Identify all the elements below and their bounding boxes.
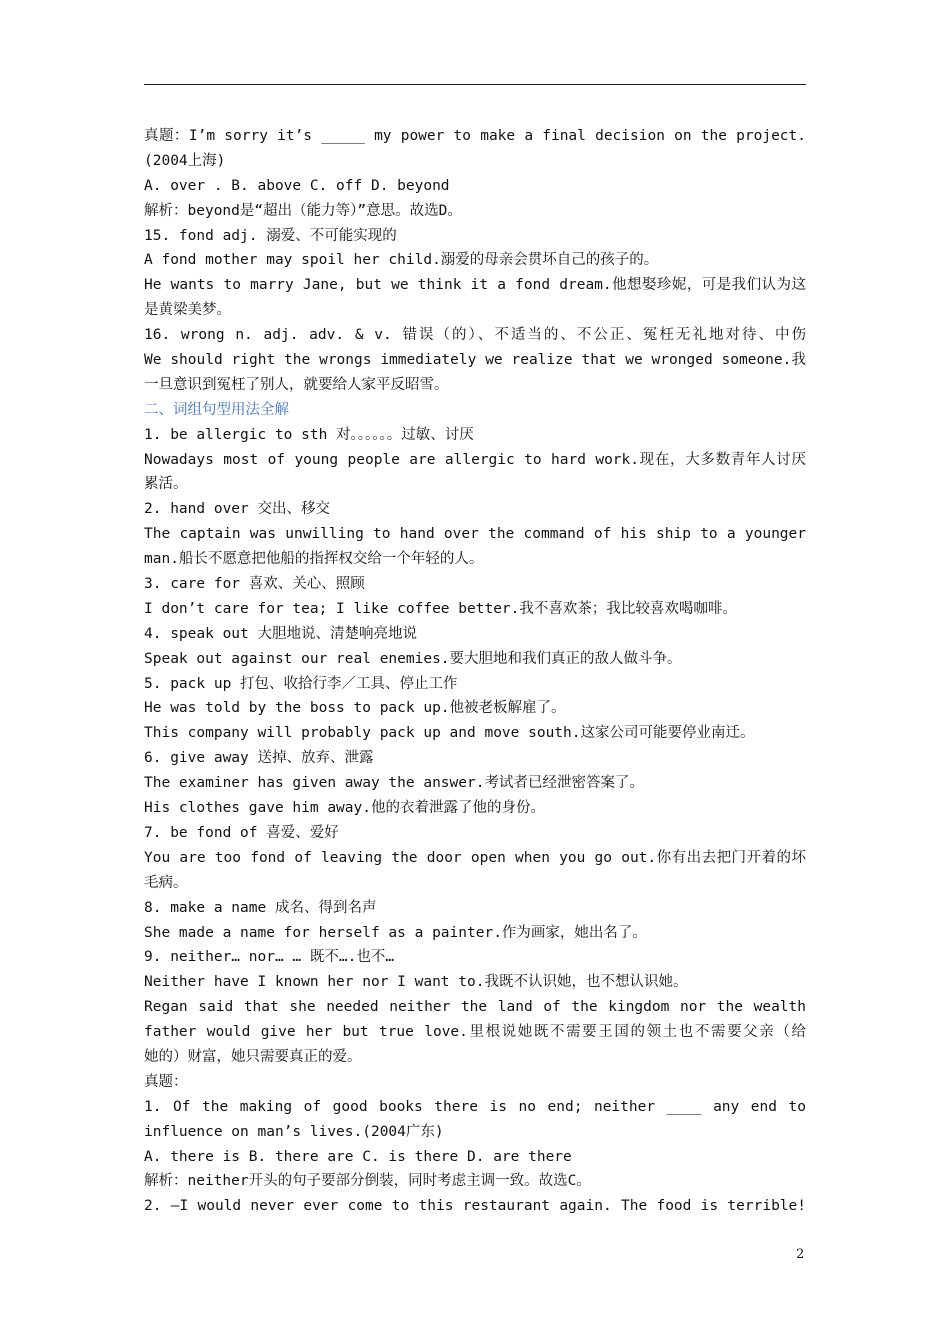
text-line: A. there is B. there are C. is there D. are there bbox=[144, 1148, 572, 1165]
text-line: man.船长不愿意把他船的指挥权交给一个年轻的人。 bbox=[144, 551, 484, 568]
text-line: 2. —I would never ever come to this restaurant again. The food is terrible! bbox=[144, 1198, 806, 1215]
text-line: 2. hand over 交出、移交 bbox=[144, 501, 330, 518]
text-line: 3. care for 喜欢、关心、照顾 bbox=[144, 576, 365, 593]
text-line: The captain was unwilling to hand over the command of his ship to a younger bbox=[144, 526, 806, 543]
text-line: 8. make a name 成名、得到名声 bbox=[144, 899, 377, 916]
text-line: 她的）财富，她只需要真正的爱。 bbox=[144, 1048, 362, 1065]
text-line: 1. Of the making of good books there is no end; neither ____ any end to bbox=[144, 1098, 806, 1115]
text-line: He wants to marry Jane, but we think it a fond dream.他想娶珍妮，可是我们认为这 bbox=[144, 277, 806, 294]
text-line: The examiner has given away the answer.考试者已经泄密答案了。 bbox=[144, 775, 644, 792]
text-line: A fond mother may spoil her child.溺爱的母亲会贯坏自己的孩子的。 bbox=[144, 252, 659, 269]
text-line: 16. wrong n. adj. adv. & v. 错误（的）、不适当的、不公正、冤枉无礼地对待、中伤 bbox=[144, 327, 806, 344]
header-rule bbox=[144, 84, 806, 85]
text-line: A. over . B. above C. off D. beyond bbox=[144, 177, 450, 194]
document-body bbox=[144, 124, 806, 1219]
text-line: 解析：beyond是“超出（能力等）”意思。故选D。 bbox=[144, 202, 462, 219]
text-line: 5. pack up 打包、收拾行李／工具、停止工作 bbox=[144, 675, 458, 692]
text-line: We should right the wrongs immediately we realize that we wronged someone.我 bbox=[144, 352, 806, 369]
text-line: Speak out against our real enemies.要大胆地和我们真正的敌人做斗争。 bbox=[144, 650, 682, 667]
text-line: Regan said that she needed neither the land of the kingdom nor the wealth bbox=[144, 999, 806, 1016]
text-line: influence on man’s lives.(2004广东) bbox=[144, 1123, 444, 1140]
text-line: 真题： bbox=[144, 1073, 188, 1090]
text-line: 累活。 bbox=[144, 476, 188, 493]
text-line: 15. fond adj. 溺爱、不可能实现的 bbox=[144, 227, 397, 244]
text-line: (2004上海) bbox=[144, 152, 226, 169]
text-line: He was told by the boss to pack up.他被老板解雇了。 bbox=[144, 700, 566, 717]
text-line: 解析：neither开头的句子要部分倒装，同时考虑主调一致。故选C。 bbox=[144, 1173, 591, 1190]
text-line: I don’t care for tea; I like coffee better.我不喜欢茶；我比较喜欢喝咖啡。 bbox=[144, 600, 737, 617]
text-line: His clothes gave him away.他的衣着泄露了他的身份。 bbox=[144, 800, 545, 817]
page-number: 2 bbox=[796, 1247, 805, 1262]
text-line: Nowadays most of young people are allergic to hard work.现在，大多数青年人讨厌 bbox=[144, 451, 806, 468]
text-line: Neither have I known her nor I want to.我既不认识她，也不想认识她。 bbox=[144, 974, 688, 991]
text-line: This company will probably pack up and move south.这家公司可能要停业南迁。 bbox=[144, 725, 755, 742]
text-line: 毛病。 bbox=[144, 874, 188, 891]
text-line: You are too fond of leaving the door open when you go out.你有出去把门开着的坏 bbox=[144, 849, 806, 866]
text-line: 一旦意识到冤枉了别人，就要给人家平反昭雪。 bbox=[144, 376, 449, 393]
text-line: 9. neither… nor… … 既不….也不… bbox=[144, 949, 395, 966]
text-line: 1. be allergic to sth 对。。。。。。过敏、讨厌 bbox=[144, 426, 474, 443]
text-line: 是黄梁美梦。 bbox=[144, 302, 231, 319]
text-line: 真题：I’m sorry it’s _____ my power to make a final decision on the project. bbox=[144, 128, 806, 144]
text-line: 4. speak out 大胆地说、清楚响亮地说 bbox=[144, 625, 417, 642]
text-line: 7. be fond of 喜爱、爱好 bbox=[144, 824, 339, 841]
text-line: father would give her but true love.里根说她既不需要王国的领土也不需要父亲（给 bbox=[144, 1024, 806, 1041]
text-line: She made a name for herself as a painter.作为画家，她出名了。 bbox=[144, 924, 647, 941]
section-heading: 二、词组句型用法全解 bbox=[144, 401, 289, 418]
text-line: 6. give away 送掉、放弃、泄露 bbox=[144, 750, 374, 767]
